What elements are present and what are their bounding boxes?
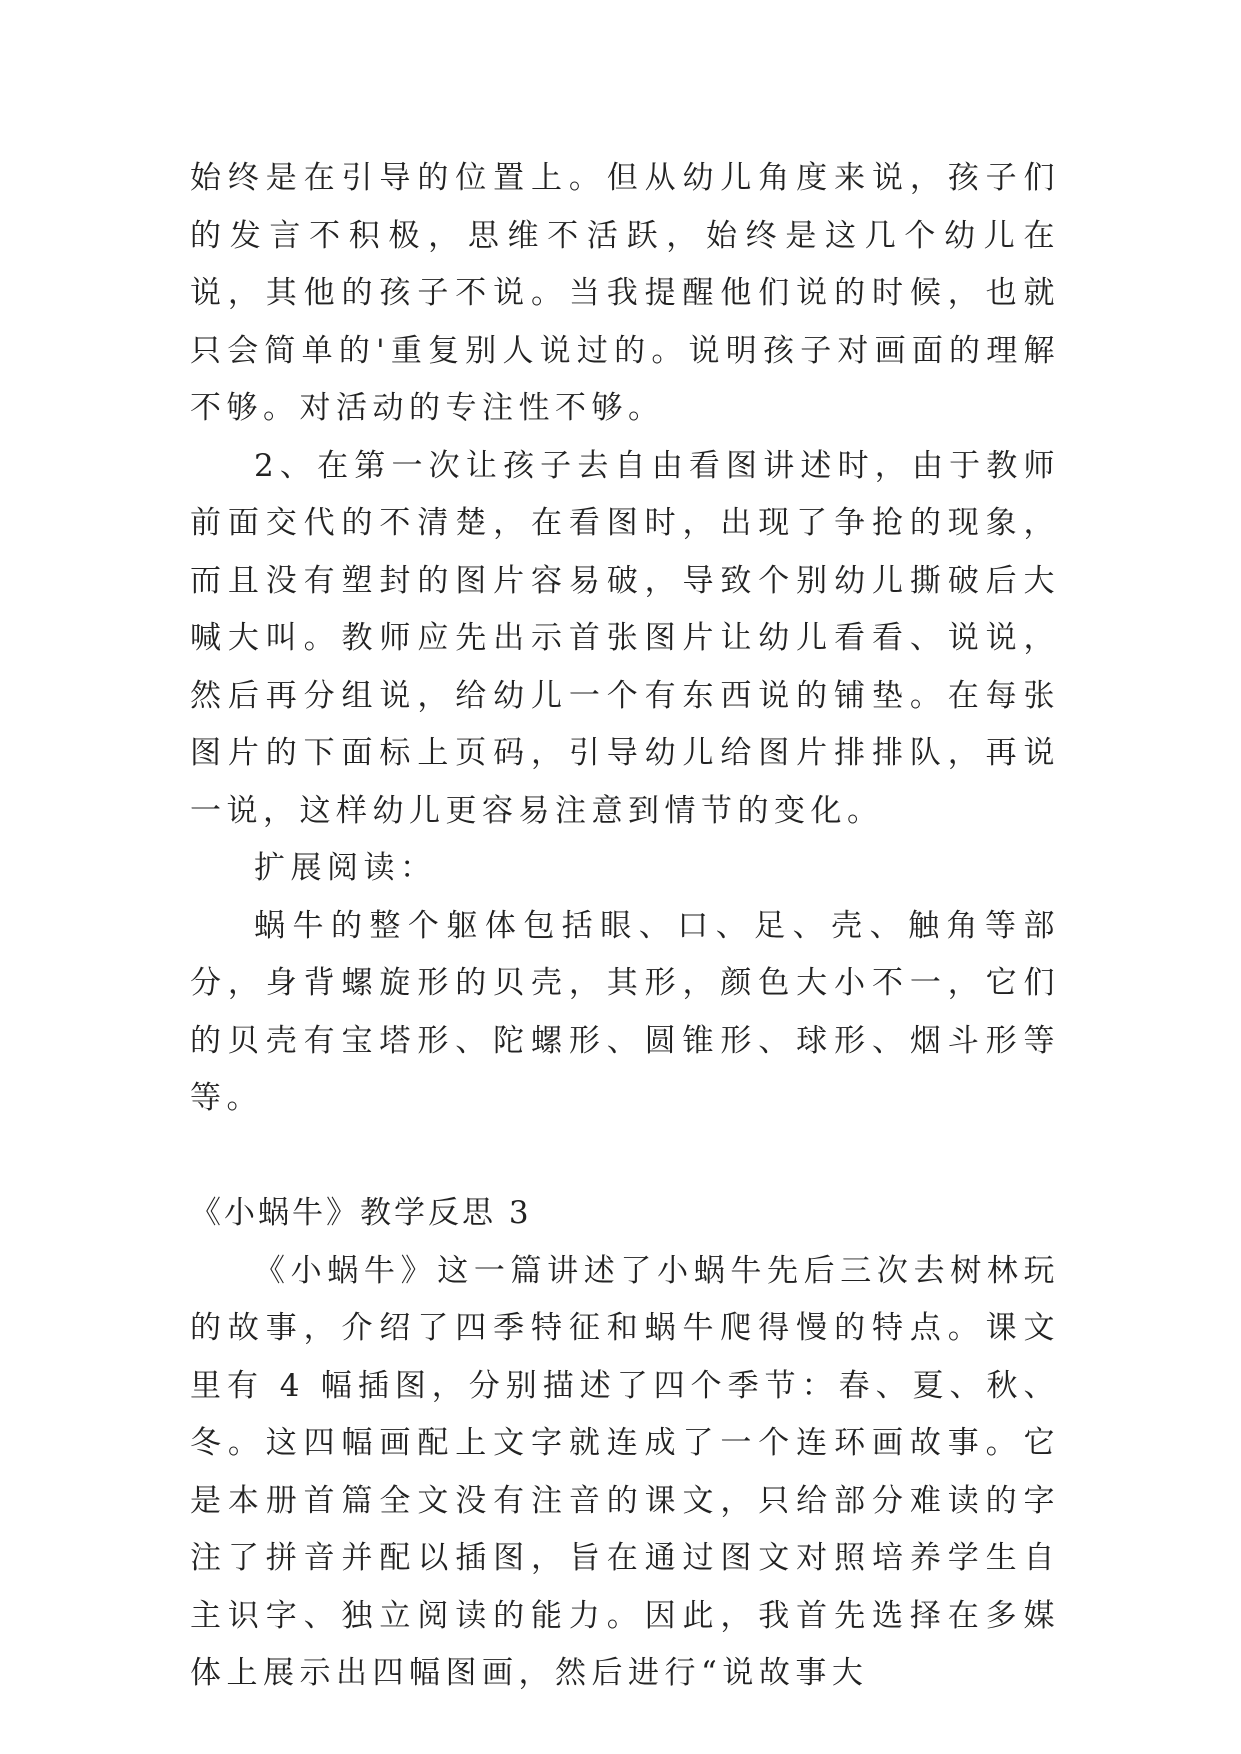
paragraph-extended-reading-label: 扩展阅读： <box>254 850 437 886</box>
paragraph-section-intro: 《小蜗牛》这一篇讲述了小蜗牛先后三次去树林玩的故事，介绍了四季特征和蜗牛爬得慢的特点。课文里有 4 幅插图，分别描述了四个季节：春、夏、秋、冬。这四幅画配上文字就连成了一个连环画故事。它是本册首篇全文没有注音的课文，只给部分难读的字注了拼音并配以插图，旨在通过图文对照培养学生自主识字、独立阅读的能力。因此，我首先选择在多媒体上展示出四幅图画，然后进行“说故事大 <box>190 1252 1060 1691</box>
paragraph-continuation: 始终是在引导的位置上。但从幼儿角度来说，孩子们的发言不积极，思维不活跃，始终是这几个幼儿在说，其他的孩子不说。当我提醒他们说的时候，也就只会简单的'重复别人说过的。说明孩子对画面的理解不够。对活动的专注性不够。 <box>190 160 1060 426</box>
paragraph-point-2: 2、在第一次让孩子去自由看图讲述时，由于教师前面交代的不清楚，在看图时，出现了争抢的现象，而且没有塑封的图片容易破，导致个别幼儿撕破后大喊大叫。教师应先出示首张图片让幼儿看看、说说，然后再分组说，给幼儿一个有东西说的铺垫。在每张图片的下面标上页码，引导幼儿给图片排排队，再说一说，这样幼儿更容易注意到情节的变化。 <box>190 447 1060 829</box>
paragraph-snail-description: 蜗牛的整个躯体包括眼、口、足、壳、触角等部分，身背螺旋形的贝壳，其形，颜色大小不一，它们的贝壳有宝塔形、陀螺形、圆锥形、球形、烟斗形等等。 <box>190 907 1060 1116</box>
document-body <box>190 150 1060 1703</box>
section-title: 《小蜗牛》教学反思 3 <box>190 1195 532 1231</box>
